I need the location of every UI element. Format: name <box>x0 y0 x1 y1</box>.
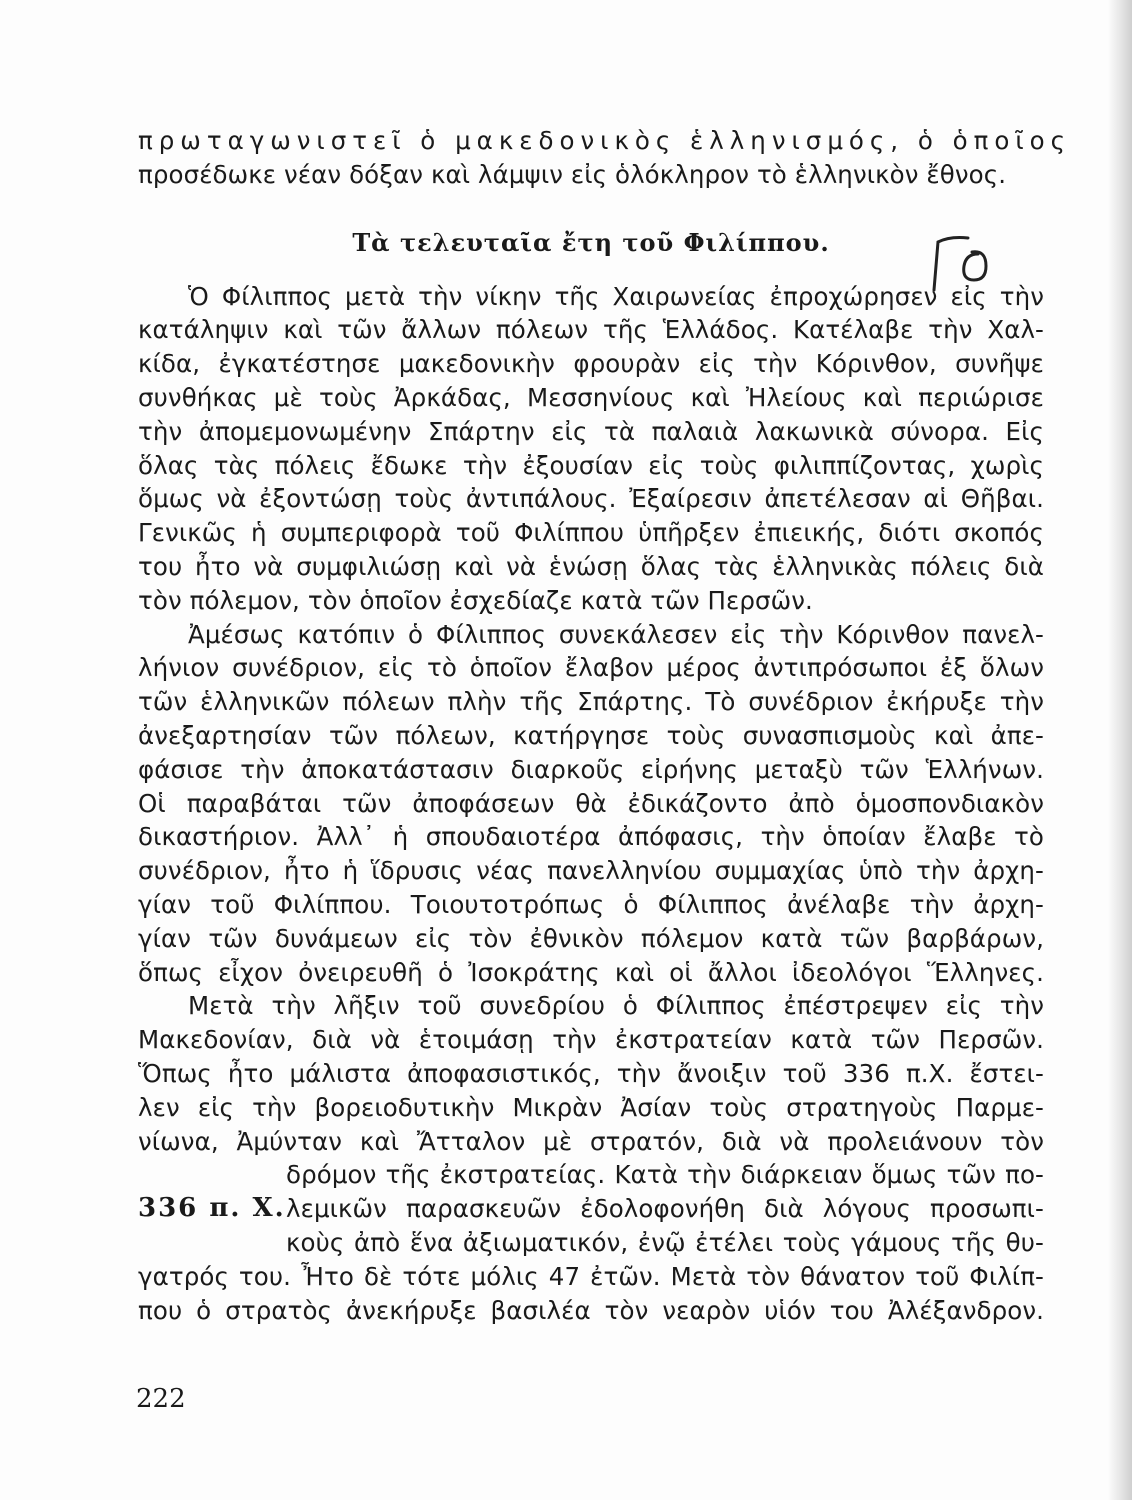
text-line: δικαστήριον. Ἀλλ᾽ ἡ σπουδαιοτέρα ἀπόφασις, τὴν ὁποίαν ἔλαβε τὸ <box>138 822 1044 852</box>
text-line: συνέδριον, ἦτο ἡ ἵδρυσις νέας πανελληνίου συμμαχίας ὑπὸ τὴν ἀρχη- <box>138 856 1044 886</box>
text-line: γίαν τῶν δυνάμεων εἰς τὸν ἐθνικὸν πόλεμον κατὰ τῶν βαρβάρων, <box>138 923 1044 953</box>
text-line: ἀνεξαρτησίαν τῶν πόλεων, κατήργησε τοὺς συνασπισμοὺς καὶ ἀπε- <box>138 720 1044 750</box>
text-line: Ὅπως ἦτο μάλιστα ἀποφασιστικός, τὴν ἄνοιξιν τοῦ 336 π.Χ. ἔστει- <box>138 1058 1044 1088</box>
text-line: πρωταγωνιστεῖ ὁ μακεδονικὸς ἑλληνισμός, ὁ ὁποῖος <box>138 126 1072 155</box>
page-edge-shadow <box>1108 0 1132 1500</box>
text-line: γατρός του. Ἦτο δὲ τότε μόλις 47 ἐτῶν. Μετὰ τὸν θάνατον τοῦ Φιλίπ- <box>138 1261 1044 1291</box>
text-line: γίαν τοῦ Φιλίππου. Τοιουτοτρόπως ὁ Φίλιππος ἀνέλαβε τὴν ἀρχη- <box>138 889 1044 919</box>
margin-note-section <box>138 1158 1044 1259</box>
text-line: κίδα, ἐγκατέστησε μακεδονικὴν φρουρὰν εἰς τὴν Κόρινθον, συνῆψε <box>138 349 1044 379</box>
text-line: τὸν πόλεμον, τὸν ὁποῖον ἐσχεδίαζε κατὰ τῶν Περσῶν. <box>138 585 813 615</box>
text-line: λήνιον συνέδριον, εἰς τὸ ὁποῖον ἔλαβον μέρος ἀντιπρόσωποι ἐξ ὅλων <box>138 653 1044 683</box>
text-line: ὅπως εἶχον ὀνειρευθῆ ὁ Ἰσοκράτης καὶ οἱ ἄλλοι ἰδεολόγοι Ἕλληνες. <box>138 957 1044 987</box>
text-line: τὴν ἀπομεμονωμένην Σπάρτην εἰς τὰ παλαιὰ λακωνικὰ σύνορα. Εἰς <box>138 416 1044 446</box>
paragraph-1 <box>138 280 1044 618</box>
paragraph-3 <box>138 989 1044 1327</box>
text-line: Ἀμέσως κατόπιν ὁ Φίλιππος συνεκάλεσεν εἰς τὴν Κόρινθον πανελ- <box>188 619 1044 649</box>
text-line: του ἦτο νὰ συμφιλιώσῃ καὶ νὰ ἑνώσῃ ὅλας τὰς ἑλληνικὰς πόλεις διὰ <box>138 551 1044 581</box>
text-line: συνθήκας μὲ τοὺς Ἀρκάδας, Μεσσηνίους καὶ Ἠλείους καὶ περιώρισε <box>138 382 1044 412</box>
text-line: νίωνα, Ἀμύνταν καὶ Ἄτταλον μὲ στρατόν, διὰ νὰ προλειάνουν τὸν <box>138 1126 1044 1156</box>
text-line: Μετὰ τὴν λῆξιν τοῦ συνεδρίου ὁ Φίλιππος ἐπέστρεψεν εἰς τὴν <box>188 991 1044 1021</box>
text-line: ὅλας τὰς πόλεις ἔδωκε τὴν ἐξουσίαν εἰς τοὺς φιλιππίζοντας, χωρὶς <box>138 450 1044 480</box>
text-line: Μακεδονίαν, διὰ νὰ ἑτοιμάσῃ τὴν ἐκστρατείαν κατὰ τῶν Περσῶν. <box>138 1025 1044 1055</box>
page-number: 222 <box>136 1384 186 1414</box>
text-line: δρόμον τῆς ἐκστρατείας. Κατὰ τὴν διάρκειαν ὅμως τῶν πο- <box>286 1160 1044 1190</box>
margin-date-note: 336 π. Χ. <box>138 1193 286 1224</box>
text-line: κοὺς ἀπὸ ἕνα ἀξιωματικόν, ἐνῷ ἐτέλει τοὺς γάμους τῆς θυ- <box>286 1227 1044 1257</box>
section-heading: Τὰ τελευταῖα ἔτη τοῦ Φιλίππου. <box>352 227 830 257</box>
text-line: Οἱ παραβάται τῶν ἀποφάσεων θὰ ἐδικάζοντο ἀπὸ ὁμοσπονδιακὸν <box>138 788 1044 818</box>
text-line: ὅμως νὰ ἐξοντώσῃ τοὺς ἀντιπάλους. Ἐξαίρεσιν ἀπετέλεσαν αἱ Θῆβαι. <box>138 484 1044 514</box>
text-line: λεμικῶν παρασκευῶν ἐδολοφονήθη διὰ λόγους προσωπι- <box>286 1194 1044 1224</box>
text-line: τῶν ἑλληνικῶν πόλεων πλὴν τῆς Σπάρτης. Τὸ συνέδριον ἐκήρυξε τὴν <box>138 687 1044 717</box>
paragraph-2 <box>138 618 1044 990</box>
text-line: κατάληψιν καὶ τῶν ἄλλων πόλεων τῆς Ἑλλάδος. Κατέλαβε τὴν Χαλ- <box>138 315 1044 345</box>
text-line: λεν εἰς τὴν βορειοδυτικὴν Μικρὰν Ἀσίαν τοὺς στρατηγοὺς Παρμε- <box>138 1092 1044 1122</box>
text-line: Γενικῶς ἡ συμπεριφορὰ τοῦ Φιλίππου ὑπῆρξεν ἐπιεικής, διότι σκοπός <box>138 518 1044 548</box>
body-text <box>138 124 1072 1327</box>
text-line: Ὁ Φίλιππος μετὰ τὴν νίκην τῆς Χαιρωνείας ἐπροχώρησεν εἰς τὴν <box>188 281 1044 311</box>
text-line: προσέδωκε νέαν δόξαν καὶ λάμψιν εἰς ὁλόκληρον τὸ ἑλληνικὸν ἔθνος. <box>138 159 1007 189</box>
text-line: που ὁ στρατὸς ἀνεκήρυξε βασιλέα τὸν νεαρὸν υἱόν του Ἀλέξανδρον. <box>138 1295 1044 1325</box>
text-line: φάσισε τὴν ἀποκατάστασιν διαρκοῦς εἰρήνης μεταξὺ τῶν Ἑλλήνων. <box>138 754 1044 784</box>
